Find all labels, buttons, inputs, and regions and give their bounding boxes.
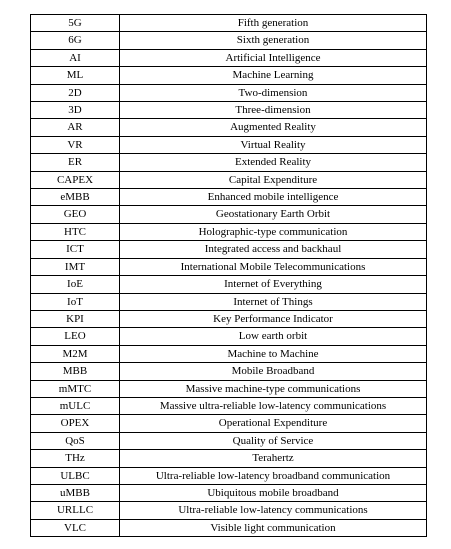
- abbreviation-cell: IoT: [31, 293, 120, 310]
- abbreviation-cell: ICT: [31, 241, 120, 258]
- definition-cell: Mobile Broadband: [120, 363, 427, 380]
- abbreviation-cell: M2M: [31, 345, 120, 362]
- abbreviation-cell: uMBB: [31, 484, 120, 501]
- table-row: [31, 223, 427, 240]
- definition-cell: Fifth generation: [120, 15, 427, 32]
- abbreviation-cell: ULBC: [31, 467, 120, 484]
- abbreviation-cell: mULC: [31, 397, 120, 414]
- definition-cell: Three-dimension: [120, 102, 427, 119]
- definition-cell: Internet of Everything: [120, 276, 427, 293]
- definition-cell: Low earth orbit: [120, 328, 427, 345]
- table-row: [31, 328, 427, 345]
- definition-cell: Enhanced mobile intelligence: [120, 189, 427, 206]
- abbreviation-cell: IoE: [31, 276, 120, 293]
- abbreviation-cell: THz: [31, 450, 120, 467]
- abbreviation-cell: GEO: [31, 206, 120, 223]
- table-row: [31, 32, 427, 49]
- table-row: [31, 102, 427, 119]
- abbreviation-cell: CAPEX: [31, 171, 120, 188]
- definition-cell: Internet of Things: [120, 293, 427, 310]
- table-row: [31, 380, 427, 397]
- table-row: [31, 84, 427, 101]
- table-row: [31, 363, 427, 380]
- acronym-table: [30, 14, 427, 537]
- definition-cell: Artificial Intelligence: [120, 49, 427, 66]
- definition-cell: Quality of Service: [120, 432, 427, 449]
- abbreviation-cell: OPEX: [31, 415, 120, 432]
- abbreviation-cell: 6G: [31, 32, 120, 49]
- definition-cell: Ubiquitous mobile broadband: [120, 484, 427, 501]
- table-row: [31, 397, 427, 414]
- abbreviation-cell: VR: [31, 136, 120, 153]
- table-row: [31, 119, 427, 136]
- table-row: [31, 519, 427, 536]
- table-row: [31, 206, 427, 223]
- definition-cell: Augmented Reality: [120, 119, 427, 136]
- definition-cell: International Mobile Telecommunications: [120, 258, 427, 275]
- table-row: [31, 171, 427, 188]
- abbreviation-cell: VLC: [31, 519, 120, 536]
- table-row: [31, 484, 427, 501]
- table-row: [31, 258, 427, 275]
- definition-cell: Ultra-reliable low-latency broadband communication: [120, 467, 427, 484]
- table-row: [31, 241, 427, 258]
- abbreviation-cell: QoS: [31, 432, 120, 449]
- table-row: [31, 293, 427, 310]
- abbreviation-cell: ML: [31, 67, 120, 84]
- table-row: [31, 467, 427, 484]
- abbreviation-cell: KPI: [31, 310, 120, 327]
- table-row: [31, 49, 427, 66]
- acronym-table-body: [31, 15, 427, 537]
- abbreviation-cell: ER: [31, 154, 120, 171]
- table-row: [31, 154, 427, 171]
- definition-cell: Visible light communication: [120, 519, 427, 536]
- table-row: [31, 502, 427, 519]
- abbreviation-cell: 3D: [31, 102, 120, 119]
- definition-cell: Operational Expenditure: [120, 415, 427, 432]
- definition-cell: Virtual Reality: [120, 136, 427, 153]
- table-row: [31, 432, 427, 449]
- table-row: [31, 15, 427, 32]
- abbreviation-cell: IMT: [31, 258, 120, 275]
- definition-cell: Holographic-type communication: [120, 223, 427, 240]
- abbreviation-cell: LEO: [31, 328, 120, 345]
- abbreviation-cell: MBB: [31, 363, 120, 380]
- abbreviation-cell: 2D: [31, 84, 120, 101]
- definition-cell: Ultra-reliable low-latency communications: [120, 502, 427, 519]
- abbreviation-cell: mMTC: [31, 380, 120, 397]
- definition-cell: Massive ultra-reliable low-latency communications: [120, 397, 427, 414]
- table-row: [31, 450, 427, 467]
- definition-cell: Geostationary Earth Orbit: [120, 206, 427, 223]
- abbreviation-cell: AI: [31, 49, 120, 66]
- definition-cell: Machine Learning: [120, 67, 427, 84]
- definition-cell: Terahertz: [120, 450, 427, 467]
- definition-cell: Two-dimension: [120, 84, 427, 101]
- definition-cell: Integrated access and backhaul: [120, 241, 427, 258]
- definition-cell: Massive machine-type communications: [120, 380, 427, 397]
- table-row: [31, 136, 427, 153]
- definition-cell: Sixth generation: [120, 32, 427, 49]
- table-row: [31, 415, 427, 432]
- definition-cell: Capital Expenditure: [120, 171, 427, 188]
- table-row: [31, 276, 427, 293]
- definition-cell: Machine to Machine: [120, 345, 427, 362]
- abbreviation-cell: URLLC: [31, 502, 120, 519]
- abbreviation-cell: HTC: [31, 223, 120, 240]
- table-row: [31, 67, 427, 84]
- abbreviation-cell: eMBB: [31, 189, 120, 206]
- table-row: [31, 345, 427, 362]
- abbreviation-cell: 5G: [31, 15, 120, 32]
- abbreviation-cell: AR: [31, 119, 120, 136]
- definition-cell: Extended Reality: [120, 154, 427, 171]
- table-row: [31, 310, 427, 327]
- table-row: [31, 189, 427, 206]
- definition-cell: Key Performance Indicator: [120, 310, 427, 327]
